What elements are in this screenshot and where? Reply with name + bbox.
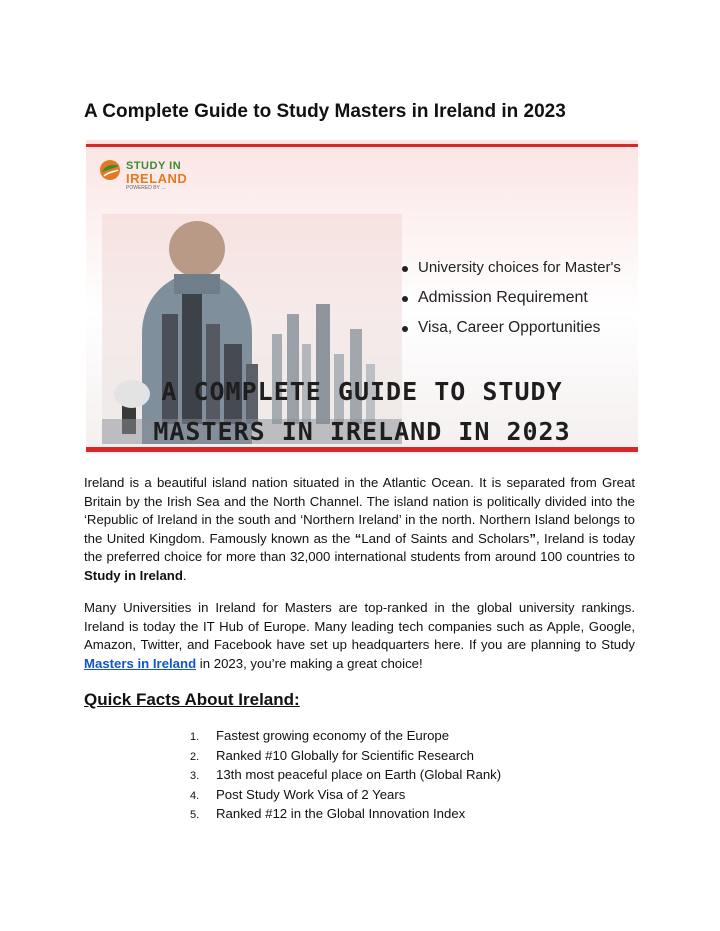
list-item — [190, 727, 501, 747]
list-number: 2. — [190, 750, 200, 763]
banner-heading-line2: MASTERS IN IRELAND IN 2023 — [153, 417, 571, 446]
list-number: 4. — [190, 789, 200, 802]
p1-quote-close: ” — [529, 530, 536, 546]
p1-bold-end: Study in Ireland — [84, 567, 183, 583]
list-item-text: Ranked #12 in the Global Innovation Index — [216, 806, 466, 822]
list-item — [190, 805, 501, 825]
logo-tagline: POWERED BY ... — [126, 185, 166, 191]
quick-facts-heading: Quick Facts About Ireland: — [84, 690, 300, 709]
banner-bullet — [402, 253, 621, 283]
bullet-icon — [402, 266, 408, 272]
bullet-icon — [402, 326, 408, 332]
logo-line2: IRELAND — [126, 171, 188, 186]
banner-bullet-text: Visa, Career Opportunities — [418, 319, 601, 336]
list-number: 1. — [190, 731, 200, 743]
intro-paragraph — [84, 474, 635, 586]
banner-bullet-list — [402, 253, 621, 343]
list-item — [190, 786, 501, 806]
banner-bullet — [402, 313, 621, 343]
banner-image — [86, 140, 638, 454]
globe-leaf-icon — [98, 158, 122, 182]
list-item-text: Fastest growing economy of the Europe — [216, 728, 450, 743]
list-item-text: 13th most peaceful place on Earth (Global Rank) — [216, 767, 502, 783]
p1-text-a: Ireland is a beautiful island nation situated in the Atlantic Ocean. It is separated from Great Britain by the Irish Sea and the North Channel. The island nation is politically divided into the ‘Republic of Ireland in the south and ‘Northern Ireland’ in the north. Northern Island belongs to the United Kingdom. Famously known as the — [84, 475, 635, 546]
logo-line1: STUDY IN — [126, 160, 182, 172]
banner-top-line — [86, 144, 638, 147]
list-item-text: Post Study Work Visa of 2 Years — [216, 786, 406, 802]
p1-quote-open: “ — [354, 530, 362, 546]
banner-heading — [86, 372, 638, 452]
list-item-text: Ranked #10 Globally for Scientific Research — [216, 747, 475, 763]
list-number: 5. — [190, 809, 200, 822]
list-item — [190, 766, 501, 786]
list-item — [190, 747, 501, 767]
p2-text-a: Many Universities in Ireland for Masters are top-ranked in the global university rankings. Ireland is today the IT Hub of Europe. Many leading tech companies such as Apple, Google, Amazon, Twitter, and Facebook have set up headquarters here. If you are planning to Study — [84, 600, 635, 653]
p1-text-c: , Ireland is today the preferred choice for more than 32,000 international students from around 100 countries to — [84, 530, 635, 565]
quick-facts-list — [190, 727, 501, 825]
p1-period: . — [182, 567, 187, 583]
list-number: 3. — [190, 770, 200, 783]
bullet-icon — [402, 296, 408, 302]
banner-bullet — [402, 283, 621, 313]
banner-bottom-bar — [86, 447, 638, 452]
banner-bullet-text: University choices for Master's — [418, 259, 621, 276]
p2-text-b: in 2023, you’re making a great choice! — [196, 655, 423, 671]
universities-paragraph — [84, 599, 635, 673]
study-in-ireland-logo — [98, 156, 208, 190]
masters-in-ireland-link[interactable]: Masters in Ireland — [84, 655, 197, 671]
banner-heading-line1: A COMPLETE GUIDE TO STUDY — [161, 377, 563, 406]
page-title: A Complete Guide to Study Masters in Ireland in 2023 — [84, 101, 566, 122]
p1-text-b: Land of Saints and Scholars — [361, 530, 530, 546]
banner-bullet-text: Admission Requirement — [418, 289, 588, 306]
